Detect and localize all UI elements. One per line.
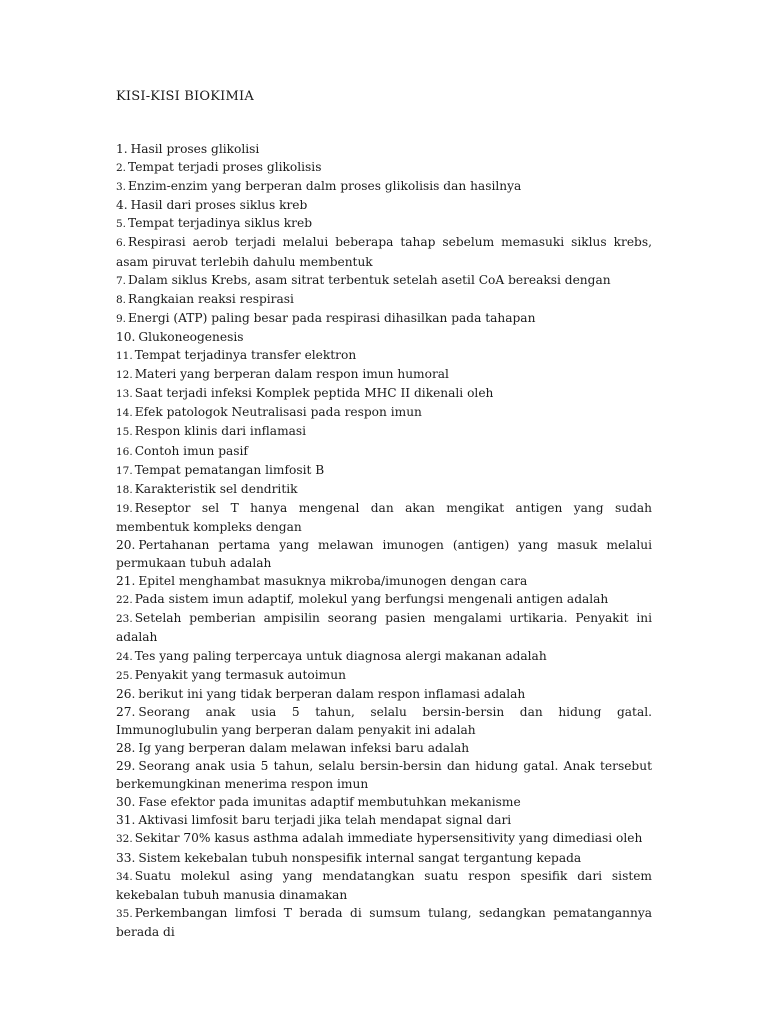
question-item bbox=[116, 384, 652, 403]
question-item bbox=[116, 811, 652, 829]
question-text: Tempat terjadinya siklus kreb bbox=[128, 216, 313, 231]
question-number: 15. bbox=[116, 426, 133, 439]
question-item bbox=[116, 271, 652, 290]
question-item bbox=[116, 214, 652, 233]
question-text: Reseptor sel T hanya mengenal dan akan mengikat antigen yang sudah membentuk kompleks dengan bbox=[116, 500, 652, 534]
question-text: Enzim-enzim yang berperan dalm proses glikolisis dan hasilnya bbox=[128, 179, 522, 194]
question-item bbox=[116, 793, 652, 811]
question-number: 16. bbox=[116, 445, 133, 458]
question-text: Sistem kekebalan tubuh nonspesifik internal sangat tergantung kepada bbox=[138, 850, 582, 865]
question-item bbox=[116, 647, 652, 666]
question-number: 19. bbox=[116, 502, 133, 515]
question-item bbox=[116, 346, 652, 365]
question-item bbox=[116, 480, 652, 499]
question-item bbox=[116, 590, 652, 609]
question-number: 11. bbox=[116, 350, 133, 363]
question-text: Materi yang berperan dalam respon imun humoral bbox=[134, 367, 449, 382]
question-text: Efek patologok Neutralisasi pada respon imun bbox=[134, 405, 422, 420]
question-number: 28. bbox=[116, 741, 136, 755]
question-text: Sekitar 70% kasus asthma adalah immediate hypersensitivity yang dimediasi oleh bbox=[134, 831, 643, 846]
question-number: 9. bbox=[116, 312, 127, 325]
question-item bbox=[116, 685, 652, 703]
question-number: 25. bbox=[116, 669, 133, 682]
question-text: Penyakit yang termasuk autoimun bbox=[134, 667, 346, 682]
question-text: Karakteristik sel dendritik bbox=[134, 481, 298, 496]
question-number: 5. bbox=[116, 218, 127, 231]
question-number: 17. bbox=[116, 464, 133, 477]
question-item bbox=[116, 829, 652, 848]
question-number: 4. bbox=[116, 198, 128, 213]
question-number: 7. bbox=[116, 274, 127, 287]
question-number: 24. bbox=[116, 650, 133, 663]
question-item bbox=[116, 328, 652, 346]
question-number: 30. bbox=[116, 795, 136, 810]
question-text: Epitel menghambat masuknya mikroba/imunogen dengan cara bbox=[138, 574, 528, 589]
question-item bbox=[116, 609, 652, 646]
question-number: 27. bbox=[116, 704, 136, 719]
question-item bbox=[116, 867, 652, 904]
question-number: 8. bbox=[116, 293, 127, 306]
question-text: Energi (ATP) paling besar pada respirasi dihasilkan pada tahapan bbox=[128, 310, 536, 325]
question-number: 21. bbox=[116, 574, 136, 589]
question-item bbox=[116, 499, 652, 536]
question-number: 12. bbox=[116, 369, 133, 382]
question-text: Setelah pemberian ampisilin seorang pasien mengalami urtikaria. Penyakit ini adalah bbox=[116, 611, 652, 645]
question-number: 35. bbox=[116, 907, 133, 920]
question-item bbox=[116, 442, 652, 461]
question-text: Hasil proses glikolisi bbox=[130, 142, 260, 156]
question-number: 31. bbox=[116, 813, 136, 828]
question-number: 22. bbox=[116, 594, 133, 607]
question-number: 2. bbox=[116, 162, 127, 175]
question-item bbox=[116, 403, 652, 422]
question-item bbox=[116, 422, 652, 441]
question-number: 33. bbox=[116, 850, 136, 865]
question-text: Contoh imun pasif bbox=[134, 443, 248, 458]
question-number: 3. bbox=[116, 181, 127, 194]
question-number: 23. bbox=[116, 613, 133, 626]
question-item bbox=[116, 703, 652, 739]
question-list bbox=[116, 140, 652, 941]
question-text: Fase efektor pada imunitas adaptif membutuhkan mekanisme bbox=[138, 795, 521, 810]
question-text: Respon klinis dari inflamasi bbox=[134, 424, 307, 439]
question-text: Pada sistem imun adaptif, molekul yang berfungsi mengenali antigen adalah bbox=[134, 592, 609, 607]
document-title: KISI-KISI BIOKIMIA bbox=[116, 89, 254, 104]
question-text: Tempat pematangan limfosit B bbox=[134, 462, 325, 477]
question-number: 18. bbox=[116, 483, 133, 496]
question-item bbox=[116, 290, 652, 309]
question-item bbox=[116, 365, 652, 384]
question-item bbox=[116, 904, 652, 941]
question-text: Perkembangan limfosi T berada di sumsum tulang, sedangkan pematangannya berada di bbox=[116, 905, 652, 939]
question-number: 14. bbox=[116, 407, 133, 420]
question-text: Tempat terjadi proses glikolisis bbox=[128, 160, 322, 175]
question-number: 10. bbox=[116, 329, 136, 344]
question-text: Glukoneogenesis bbox=[138, 329, 244, 344]
question-item bbox=[116, 849, 652, 867]
question-text: Aktivasi limfosit baru terjadi jika telah mendapat signal dari bbox=[138, 813, 512, 828]
question-text: Seorang anak usia 5 tahun, selalu bersin-bersin dan hidung gatal. Anak tersebut berkemungkinan menerima respon imun bbox=[116, 759, 652, 792]
question-item bbox=[116, 196, 652, 214]
question-text: Ig yang berperan dalam melawan infeksi baru adalah bbox=[138, 741, 470, 755]
question-item bbox=[116, 666, 652, 685]
question-number: 1. bbox=[116, 142, 128, 156]
question-item bbox=[116, 233, 652, 270]
question-item bbox=[116, 536, 652, 572]
question-text: Pertahanan pertama yang melawan imunogen (antigen) yang masuk melalui permukaan tubuh adalah bbox=[116, 537, 652, 571]
question-number: 6. bbox=[116, 237, 127, 250]
question-item bbox=[116, 757, 652, 793]
question-number: 20. bbox=[116, 537, 136, 552]
question-item bbox=[116, 739, 652, 757]
question-text: Hasil dari proses siklus kreb bbox=[130, 198, 308, 213]
question-text: Saat terjadi infeksi Komplek peptida MHC II dikenali oleh bbox=[134, 386, 494, 401]
question-number: 32. bbox=[116, 833, 133, 846]
question-text: berikut ini yang tidak berperan dalam respon inflamasi adalah bbox=[138, 686, 526, 701]
question-text: Respirasi aerob terjadi melalui beberapa tahap sebelum memasuki siklus krebs, asam piruvat terlebih dahulu membentuk bbox=[116, 235, 652, 269]
question-text: Seorang anak usia 5 tahun, selalu bersin-bersin dan hidung gatal. Immunoglubulin yang berperan dalam penyakit ini adalah bbox=[116, 704, 652, 737]
question-text: Dalam siklus Krebs, asam sitrat terbentuk setelah asetil CoA bereaksi dengan bbox=[128, 272, 611, 287]
question-number: 29. bbox=[116, 759, 136, 774]
question-item bbox=[116, 140, 652, 158]
question-number: 26. bbox=[116, 686, 136, 701]
question-text: Tes yang paling terpercaya untuk diagnosa alergi makanan adalah bbox=[134, 648, 547, 663]
question-text: Rangkaian reaksi respirasi bbox=[128, 291, 294, 306]
question-text: Tempat terjadinya transfer elektron bbox=[134, 348, 357, 363]
question-item bbox=[116, 461, 652, 480]
question-number: 34. bbox=[116, 870, 133, 883]
question-item bbox=[116, 572, 652, 590]
question-item bbox=[116, 309, 652, 328]
question-number: 13. bbox=[116, 388, 133, 401]
question-text: Suatu molekul asing yang mendatangkan suatu respon spesifik dari sistem kekebalan tubuh manusia dinamakan bbox=[116, 868, 652, 902]
question-item bbox=[116, 177, 652, 196]
question-item bbox=[116, 158, 652, 177]
